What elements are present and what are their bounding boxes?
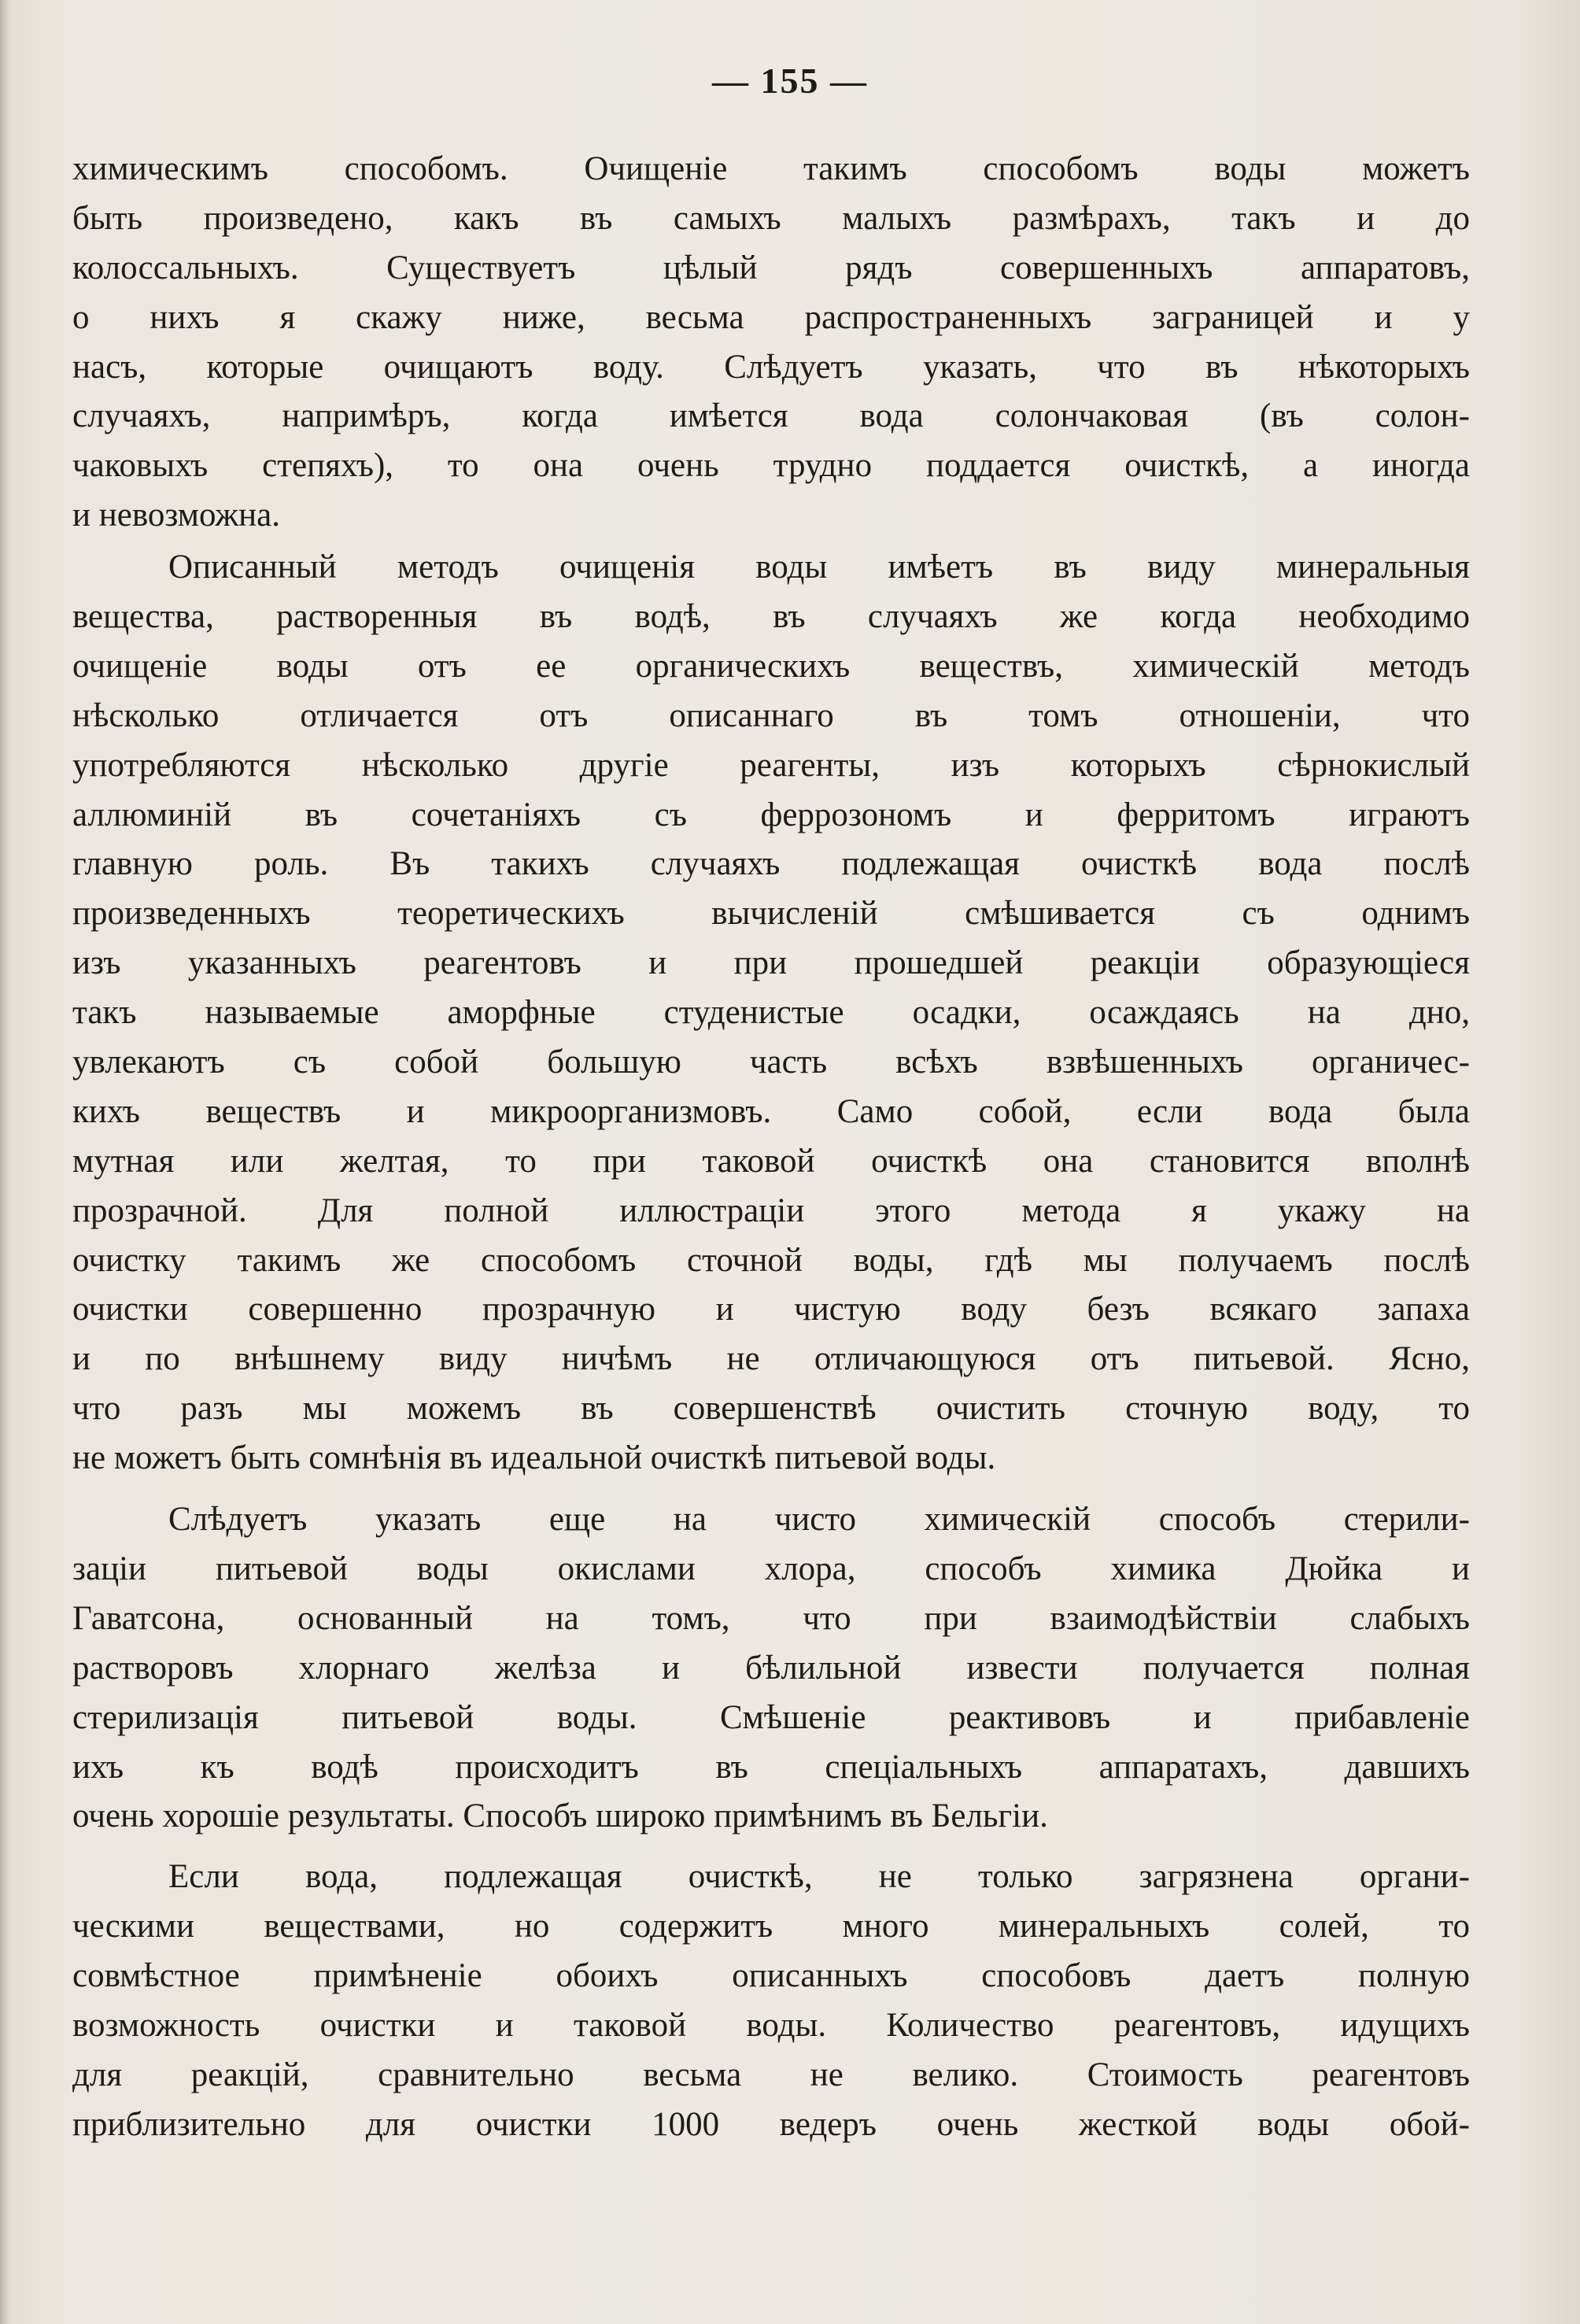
text-line: нѣсколько отличается отъ описаннаго въ томъ отношеніи, что (72, 696, 1470, 734)
text-line: ихъ къ водѣ происходитъ въ спеціальныхъ аппаратахъ, давшихъ (72, 1748, 1470, 1786)
text-line: изъ указанныхъ реагентовъ и при прошедшей реакціи образующіеся (72, 944, 1470, 982)
text-line: главную роль. Въ такихъ случаяхъ подлежащая очисткѣ вода послѣ (72, 845, 1470, 883)
text-line: очистки совершенно прозрачную и чистую воду безъ всякаго запаха (72, 1291, 1470, 1328)
text-line: насъ, которые очищаютъ воду. Слѣдуетъ указать, что въ нѣкоторыхъ (72, 348, 1470, 386)
page-number: — 155 — (712, 61, 868, 101)
paragraph-2 (72, 543, 1470, 1483)
text-line: Если вода, подлежащая очисткѣ, не только загрязнена органи- (168, 1858, 1470, 1896)
text-line: произведенныхъ теоретическихъ вычисленій смѣшивается съ однимъ (72, 895, 1470, 933)
text-line: для реакцій, сравнительно весьма не велико. Стоимость реагентовъ (72, 2056, 1470, 2093)
text-line: что разъ мы можемъ въ совершенствѣ очистить сточную воду, то (72, 1390, 1470, 1428)
paragraph-1 (72, 145, 1470, 541)
text-line: приблизительно для очистки 1000 ведеръ очень жесткой воды обой- (72, 2105, 1470, 2143)
text-line: увлекаютъ съ собой большую часть всѣхъ взвѣшенныхъ органичес- (72, 1044, 1470, 1081)
text-line: ческими веществами, но содержитъ много минеральныхъ солей, то (72, 1908, 1470, 1945)
text-line: такъ называемые аморфные студенистые осадки, осаждаясь на дно, (72, 994, 1470, 1032)
text-line: быть произведено, какъ въ самыхъ малыхъ размѣрахъ, такъ и до (72, 199, 1470, 237)
text-line: о нихъ я скажу ниже, весьма распространенныхъ заграницей и у (72, 298, 1470, 336)
text-line: употребляются нѣсколько другіе реагенты, изъ которыхъ сѣрнокислый (72, 746, 1470, 784)
text-line: мутная или желтая, то при таковой очисткѣ она становится вполнѣ (72, 1142, 1470, 1180)
text-line: не можетъ быть сомнѣнія въ идеальной очисткѣ питьевой воды. (72, 1439, 996, 1477)
text-line: заціи питьевой воды окислами хлора, способъ химика Дюйка и (72, 1550, 1470, 1587)
body-text (72, 145, 1470, 2150)
text-line: возможность очистки и таковой воды. Количество реагентовъ, идущихъ (72, 2006, 1470, 2044)
text-line: и по внѣшнему виду ничѣмъ не отличающуюся отъ питьевой. Ясно, (72, 1340, 1470, 1378)
text-line: чаковыхъ степяхъ), то она очень трудно поддается очисткѣ, а иногда (72, 447, 1470, 485)
text-line: кихъ веществъ и микроорганизмовъ. Само собой, если вода была (72, 1092, 1470, 1130)
text-line: Описанный методъ очищенія воды имѣетъ въ виду минеральныя (168, 549, 1470, 586)
text-line: стерилизація питьевой воды. Смѣшеніе реактивовъ и прибавленіе (72, 1698, 1470, 1736)
text-line: случаяхъ, напримѣръ, когда имѣется вода солончаковая (въ солон- (72, 397, 1470, 435)
text-line: вещества, растворенныя въ водѣ, въ случаяхъ же когда необходимо (72, 598, 1470, 636)
text-line: очищеніе воды отъ ее органическихъ веществъ, химическій методъ (72, 647, 1470, 685)
page-edge-shadow (0, 0, 11, 2324)
text-line: Слѣдуетъ указать еще на чисто химическій способъ стерили- (168, 1501, 1470, 1539)
text-line: и невозможна. (72, 497, 280, 534)
text-line: совмѣстное примѣненіе обоихъ описанныхъ способовъ даетъ полную (72, 1957, 1470, 1995)
text-line: растворовъ хлорнаго желѣза и бѣлильной извести получается полная (72, 1649, 1470, 1687)
paragraph-3 (72, 1495, 1470, 1842)
text-line: Гаватсона, основанный на томъ, что при взаимодѣйствіи слабыхъ (72, 1599, 1470, 1637)
text-line: химическимъ способомъ. Очищеніе такимъ способомъ воды можетъ (72, 150, 1470, 187)
text-line: очень хорошіе результаты. Способъ широко примѣнимъ въ Бельгіи. (72, 1797, 1048, 1835)
text-line: колоссальныхъ. Существуетъ цѣлый рядъ совершенныхъ аппаратовъ, (72, 249, 1470, 286)
text-line: прозрачной. Для полной иллюстраціи этого метода я укажу на (72, 1192, 1470, 1229)
text-line: аллюминій въ сочетаніяхъ съ феррозономъ и ферритомъ играютъ (72, 796, 1470, 833)
paragraph-4 (72, 1853, 1470, 2149)
text-line: очистку такимъ же способомъ сточной воды, гдѣ мы получаемъ послѣ (72, 1241, 1470, 1279)
